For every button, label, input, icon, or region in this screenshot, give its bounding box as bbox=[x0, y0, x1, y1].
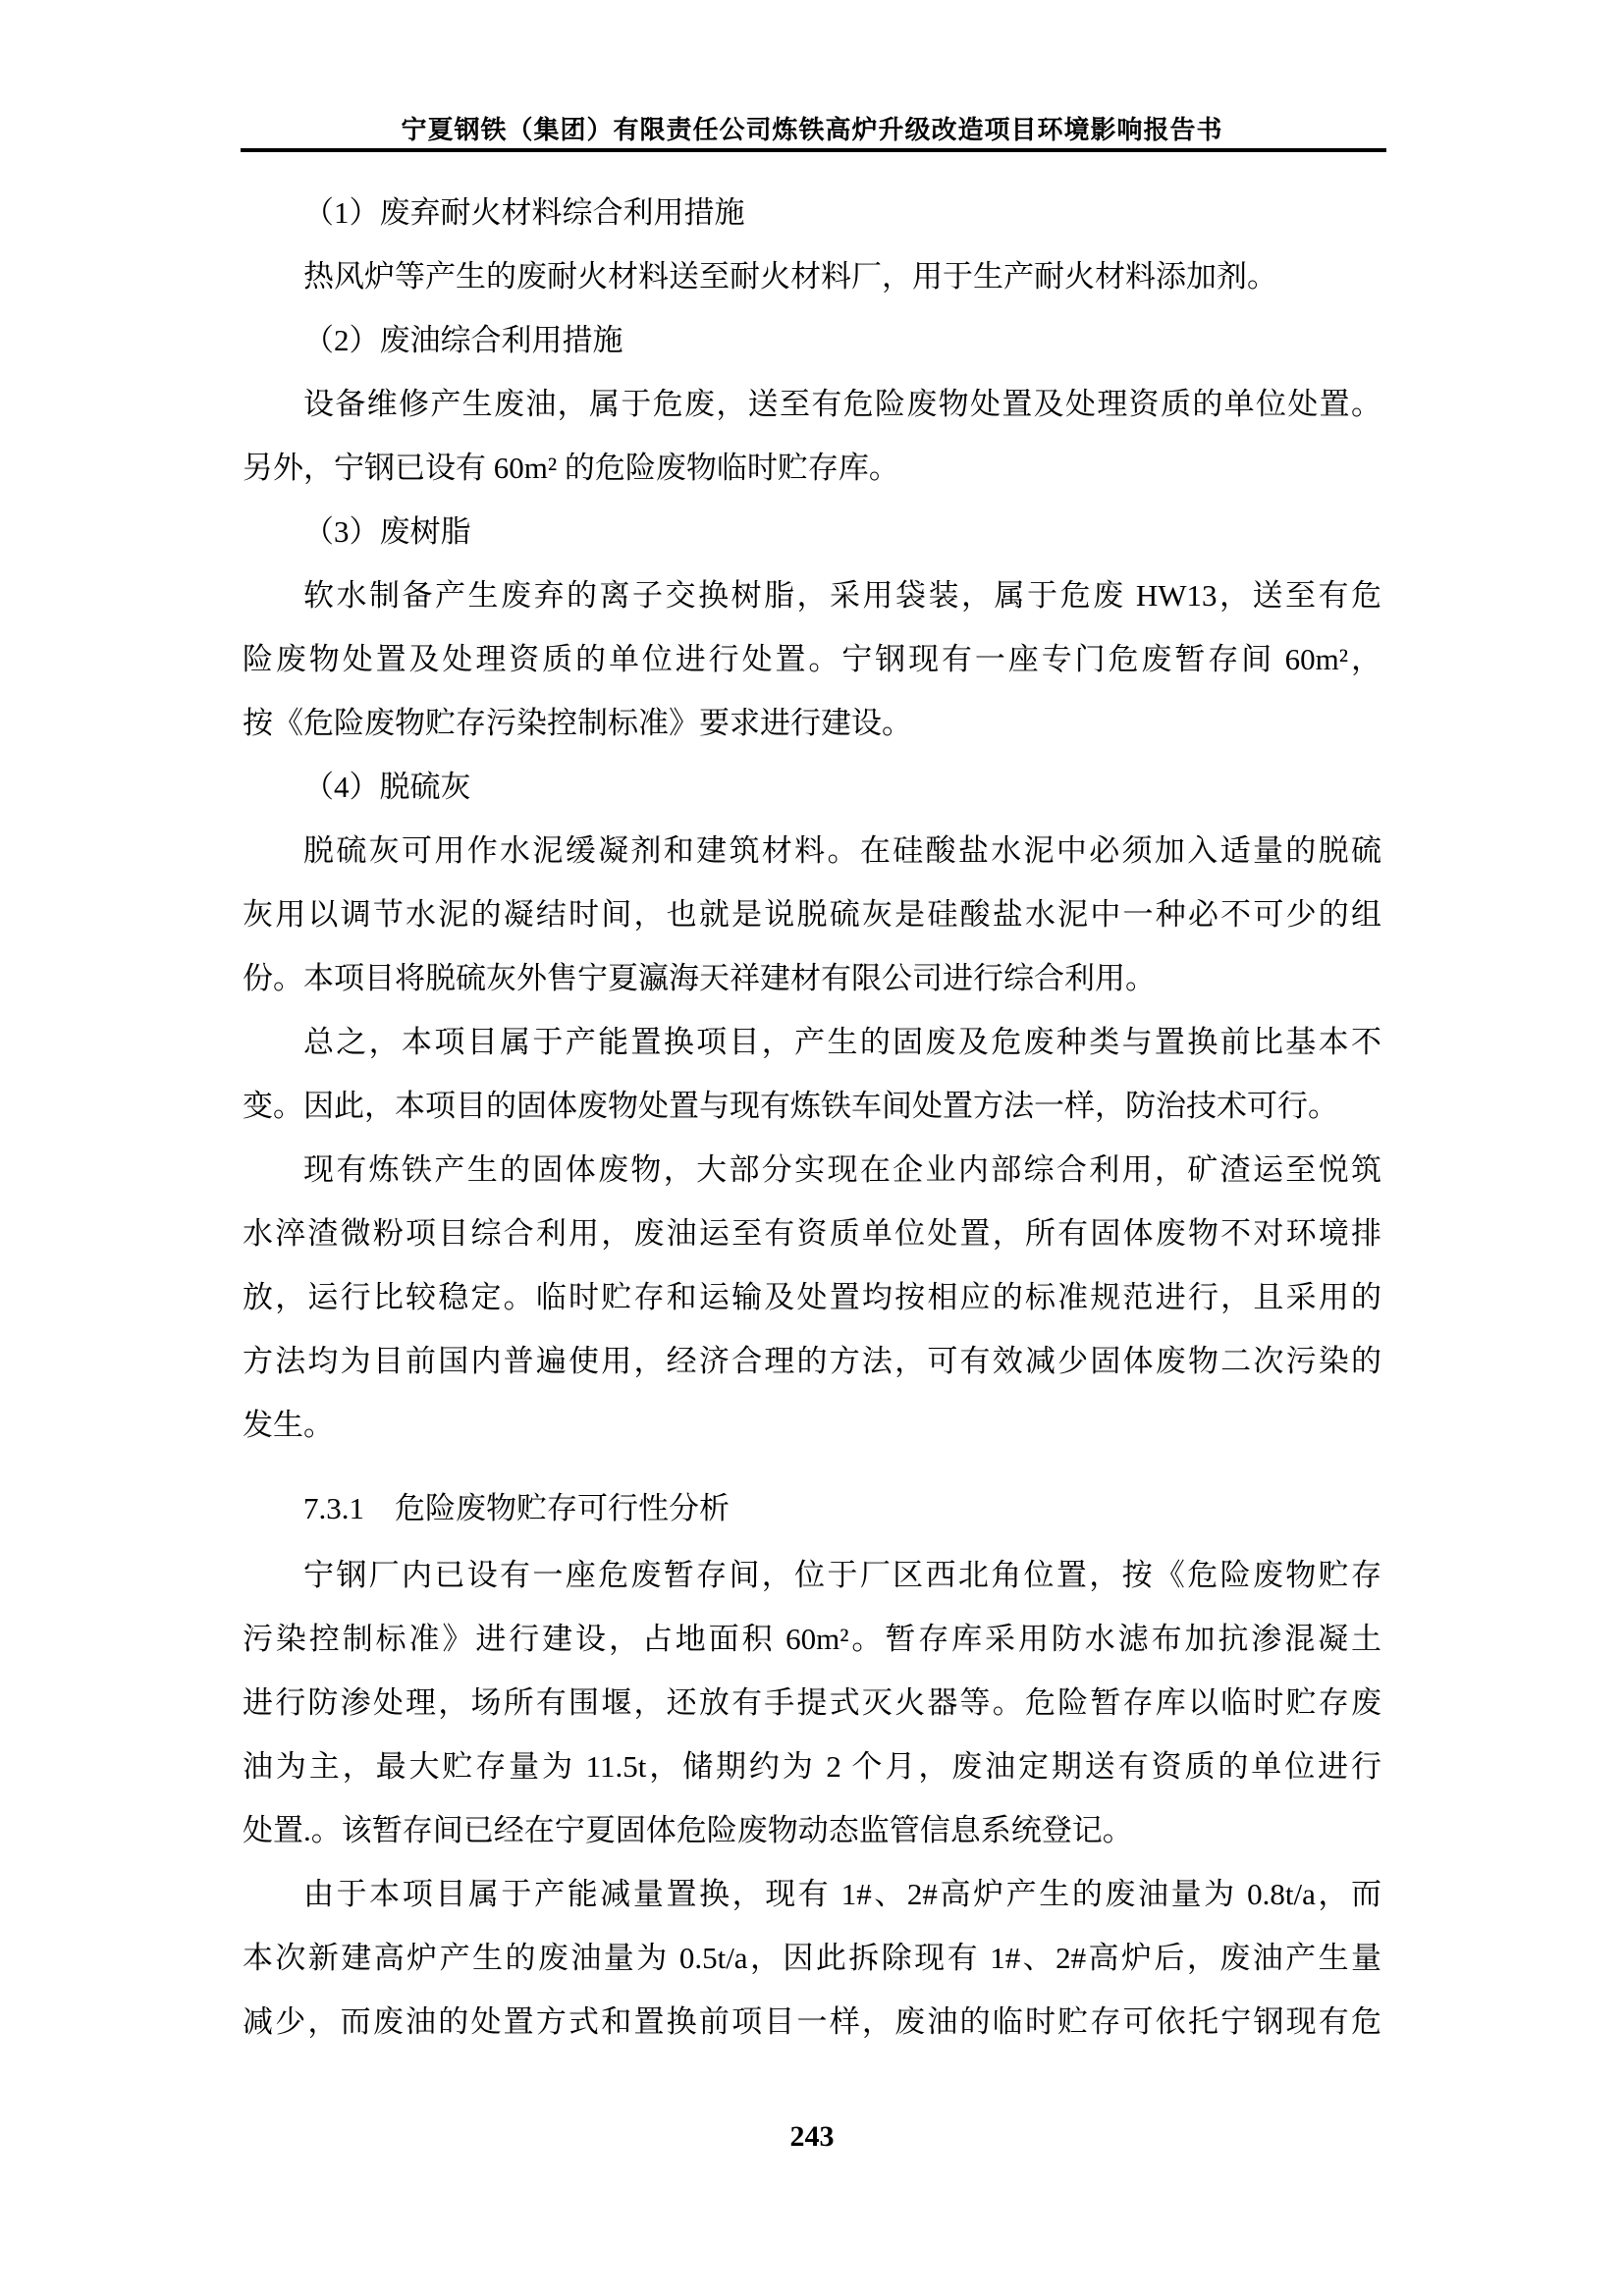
paragraph-line: 险废物处置及处理资质的单位进行处置。宁钢现有一座专门危废暂存间 60m²， bbox=[243, 642, 1381, 676]
paragraph-line: 份。本项目将脱硫灰外售宁夏瀛海天祥建材有限公司进行综合利用。 bbox=[243, 961, 1156, 995]
list-item-heading: （4）脱硫灰 bbox=[303, 770, 471, 804]
list-item-heading: （3）废树脂 bbox=[303, 514, 471, 549]
paragraph-line: 宁钢厂内已设有一座危废暂存间，位于厂区西北角位置，按《危险废物贮存 bbox=[303, 1558, 1381, 1592]
paragraph-line: 按《危险废物贮存污染控制标准》要求进行建设。 bbox=[243, 706, 912, 740]
paragraph-line: 本次新建高炉产生的废油量为 0.5t/a，因此拆除现有 1#、2#高炉后，废油产生量 bbox=[243, 1941, 1381, 1975]
paragraph-line: 热风炉等产生的废耐火材料送至耐火材料厂，用于生产耐火材料添加剂。 bbox=[303, 259, 1277, 294]
paragraph-line: 方法均为目前国内普遍使用，经济合理的方法，可有效减少固体废物二次污染的 bbox=[243, 1344, 1381, 1378]
paragraph-line: 灰用以调节水泥的凝结时间，也就是说脱硫灰是硅酸盐水泥中一种必不可少的组 bbox=[243, 897, 1381, 932]
document-body bbox=[243, 181, 1381, 2054]
paragraph-line: 减少，而废油的处置方式和置换前项目一样，废油的临时贮存可依托宁钢现有危 bbox=[243, 2004, 1381, 2039]
paragraph-line: 由于本项目属于产能减量置换，现有 1#、2#高炉产生的废油量为 0.8t/a，而 bbox=[303, 1877, 1381, 1911]
paragraph-line: 放，运行比较稳定。临时贮存和运输及处置均按相应的标准规范进行，且采用的 bbox=[243, 1280, 1381, 1314]
paragraph-line: 处置.。该暂存间已经在宁夏固体危险废物动态监管信息系统登记。 bbox=[243, 1813, 1133, 1847]
paragraph-line: 现有炼铁产生的固体废物，大部分实现在企业内部综合利用，矿渣运至悦筑 bbox=[303, 1152, 1381, 1187]
paragraph-line: 污染控制标准》进行建设，占地面积 60m²。暂存库采用防水滤布加抗渗混凝土 bbox=[243, 1622, 1381, 1656]
page-header-title: 宁夏钢铁（集团）有限责任公司炼铁高炉升级改造项目环境影响报告书 bbox=[401, 116, 1223, 144]
list-item-heading: （1）废弃耐火材料综合利用措施 bbox=[303, 195, 745, 230]
paragraph-line: 设备维修产生废油，属于危废，送至有危险废物处置及处理资质的单位处置。 bbox=[303, 387, 1381, 421]
paragraph-line: 油为主，最大贮存量为 11.5t，储期约为 2 个月，废油定期送有资质的单位进行 bbox=[243, 1749, 1381, 1784]
paragraph-line: 软水制备产生废弃的离子交换树脂，采用袋装，属于危废 HW13，送至有危 bbox=[303, 578, 1381, 613]
header-rule bbox=[241, 148, 1386, 152]
paragraph-line: 变。因此，本项目的固体废物处置与现有炼铁车间处置方法一样，防治技术可行。 bbox=[243, 1089, 1338, 1123]
paragraph-line: 脱硫灰可用作水泥缓凝剂和建筑材料。在硅酸盐水泥中必须加入适量的脱硫 bbox=[303, 833, 1381, 868]
paragraph-line: 水淬渣微粉项目综合利用，废油运至有资质单位处置，所有固体废物不对环境排 bbox=[243, 1216, 1381, 1251]
paragraph-line: 进行防渗处理，场所有围堰，还放有手提式灭火器等。危险暂存库以临时贮存废 bbox=[243, 1685, 1381, 1720]
list-item-heading: （2）废油综合利用措施 bbox=[303, 323, 623, 357]
page-number: 243 bbox=[789, 2120, 835, 2153]
section-heading: 7.3.1 危险废物贮存可行性分析 bbox=[303, 1491, 730, 1525]
paragraph-line: 发生。 bbox=[243, 1408, 334, 1442]
paragraph-line: 总之，本项目属于产能置换项目，产生的固废及危废种类与置换前比基本不 bbox=[303, 1025, 1381, 1059]
paragraph-line: 另外，宁钢已设有 60m² 的危险废物临时贮存库。 bbox=[243, 451, 899, 485]
